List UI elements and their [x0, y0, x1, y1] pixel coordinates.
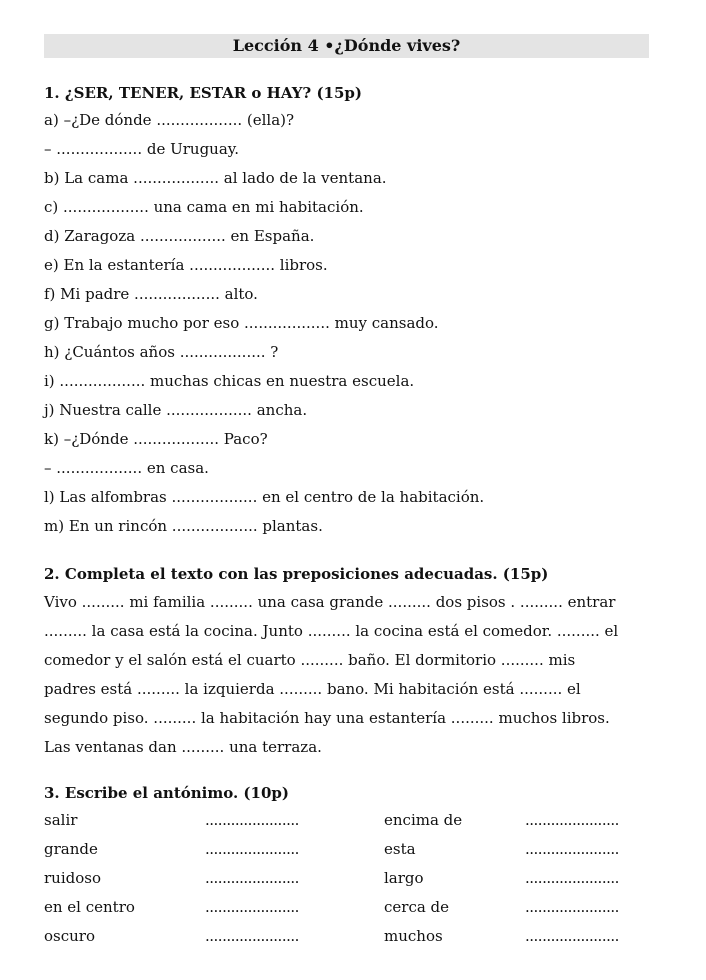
antonym-blank: ......................	[525, 840, 619, 858]
text-line: Las ventanas dan ......... una terraza.	[44, 738, 322, 756]
antonym-word: ruidoso	[44, 869, 101, 887]
antonym-blank: ......................	[205, 869, 299, 887]
exercise-line: g) Trabajo mucho por eso .................. muy cansado.	[44, 314, 439, 332]
antonym-word: encima de	[384, 811, 463, 829]
antonym-blank: ......................	[525, 869, 619, 887]
text-line: ......... la casa está la cocina. Junto ......... la cocina está el comedor. ......... el	[44, 622, 619, 640]
antonym-blank: ......................	[525, 898, 619, 916]
exercise-line: e) En la estantería .................. libros.	[44, 256, 328, 274]
exercise-line: k) –¿Dónde .................. Paco?	[44, 430, 268, 448]
text-line: padres está ......... la izquierda ......... bano. Mi habitación está ......... el	[44, 680, 581, 698]
antonym-word: en el centro	[44, 898, 135, 916]
exercise-line: – .................. en casa.	[44, 459, 209, 477]
page-title: Lección 4 •¿Dónde vives?	[232, 36, 461, 55]
antonym-word: salir	[44, 811, 78, 829]
antonym-blank: ......................	[205, 811, 299, 829]
antonym-word: muchos	[384, 927, 443, 945]
exercise-line: l) Las alfombras .................. en el centro de la habitación.	[44, 488, 485, 506]
exercise-line: f) Mi padre .................. alto.	[44, 285, 258, 303]
exercise-line: d) Zaragoza .................. en España.	[44, 227, 315, 245]
text-line: comedor y el salón está el cuarto ......... baño. El dormitorio ......... mis	[44, 651, 576, 669]
antonym-blank: ......................	[525, 811, 619, 829]
exercise-line: a) –¿De dónde .................. (ella)?	[44, 111, 295, 129]
exercise-line: j) Nuestra calle .................. ancha.	[44, 401, 308, 419]
section-1-heading: 1. ¿SER, TENER, ESTAR o HAY? (15p)	[44, 84, 362, 102]
exercise-line: – .................. de Uruguay.	[44, 140, 240, 158]
text-line: Vivo ......... mi familia ......... una casa grande ......... dos pisos . ......... entrar	[44, 593, 616, 611]
antonym-word: cerca de	[384, 898, 450, 916]
antonym-blank: ......................	[205, 840, 299, 858]
section-2-text	[44, 588, 649, 762]
exercise-line: m) En un rincón .................. plantas.	[44, 517, 323, 535]
antonym-word: oscuro	[44, 927, 95, 945]
exercise-line: i) .................. muchas chicas en nuestra escuela.	[44, 372, 415, 390]
antonym-blank: ......................	[205, 927, 299, 945]
exercise-line: b) La cama .................. al lado de la ventana.	[44, 169, 387, 187]
text-line: segundo piso. ......... la habitación hay una estantería ......... muchos libros.	[44, 709, 610, 727]
exercise-line: c) .................. una cama en mi habitación.	[44, 198, 364, 216]
section-3-heading: 3. Escribe el antónimo. (10p)	[44, 784, 289, 802]
antonym-word: esta	[384, 840, 416, 858]
antonym-word: largo	[384, 869, 424, 887]
exercise-line: h) ¿Cuántos años .................. ?	[44, 343, 279, 361]
antonym-blank: ......................	[205, 898, 299, 916]
antonym-blank: ......................	[525, 927, 619, 945]
antonym-word: grande	[44, 840, 98, 858]
section-2-heading: 2. Completa el texto con las preposiciones adecuadas. (15p)	[44, 565, 549, 583]
